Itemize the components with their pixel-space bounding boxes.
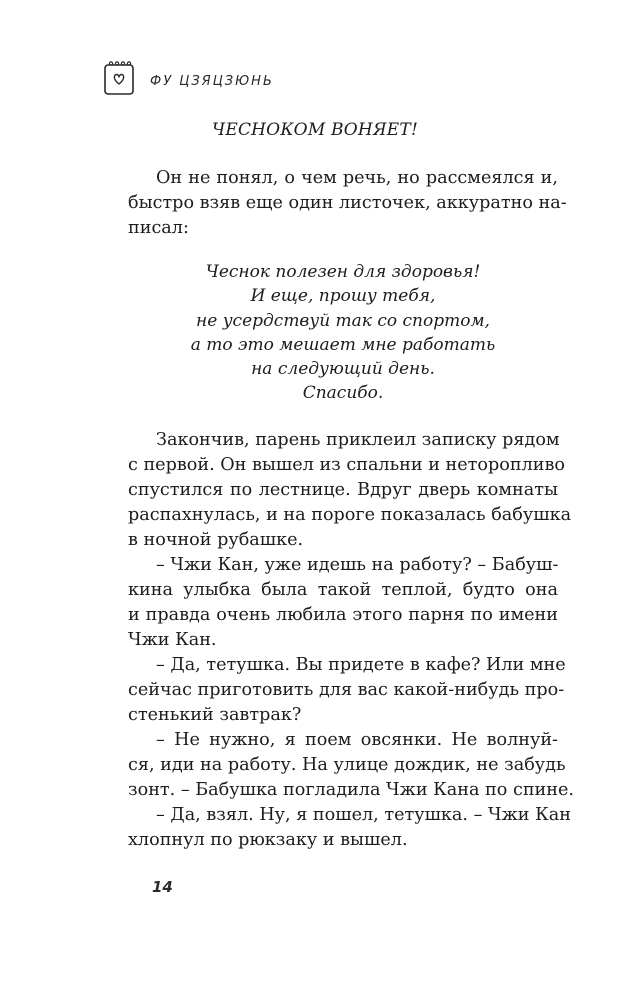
text-line: кина улыбка была такой теплой, будто она — [128, 580, 558, 600]
notebook-heart-icon — [102, 59, 136, 97]
note-line: не усердствуй так со спортом, — [196, 310, 490, 331]
text-line: Чжи Кан. — [128, 630, 217, 650]
text-line: распахнулась, и на пороге показалась бабушка — [128, 505, 572, 525]
text-line: – Да, взял. Ну, я пошел, тетушка. – Чжи Кан — [156, 805, 571, 825]
text-line: – Чжи Кан, уже идешь на работу? – Бабуш- — [156, 555, 559, 575]
text-line: Закончив, парень приклеил записку рядом — [156, 430, 560, 450]
text-line: ся, иди на работу. На улице дождик, не забудь — [128, 755, 566, 775]
text-line: писал: — [128, 218, 189, 238]
text-line: с первой. Он вышел из спальни и неторопливо — [128, 455, 565, 475]
note-line: Чеснок полезен для здоровья! — [205, 262, 481, 282]
note-title: ЧЕСНОКОМ ВОНЯЕТ! — [212, 120, 418, 140]
text-line: хлопнул по рюкзаку и вышел. — [128, 830, 408, 850]
paragraph-1 — [128, 166, 567, 241]
note-line: на следующий день. — [251, 359, 435, 380]
running-header — [102, 58, 274, 98]
note-line: а то это мешает мне работать — [190, 334, 496, 355]
author-name: ФУ ЦЗЯЦЗЮНЬ — [150, 73, 274, 89]
text-line: в ночной рубашке. — [128, 530, 304, 550]
text-line: и правда очень любила этого парня по имени — [128, 605, 558, 625]
text-line: быстро взяв еще один листочек, аккуратно на- — [128, 193, 567, 213]
page-number: 14 — [152, 878, 173, 896]
text-line: сейчас приготовить для вас какой-нибудь про- — [128, 680, 565, 700]
text-line: зонт. – Бабушка погладила Чжи Кана по спине. — [128, 780, 575, 800]
text-line: стенький завтрак? — [128, 705, 302, 725]
text-line: спустился по лестнице. Вдруг дверь комнаты — [128, 480, 558, 500]
handwritten-note — [128, 260, 558, 406]
note-line: Спасибо. — [302, 383, 384, 404]
text-line: – Да, тетушка. Вы придете в кафе? Или мне — [156, 655, 566, 675]
paragraph-2 — [128, 428, 575, 853]
text-line: – Не нужно, я поем овсянки. Не волнуй- — [156, 730, 558, 750]
note-line: И еще, прошу тебя, — [250, 286, 436, 307]
text-line: Он не понял, о чем речь, но рассмеялся и, — [156, 168, 558, 188]
